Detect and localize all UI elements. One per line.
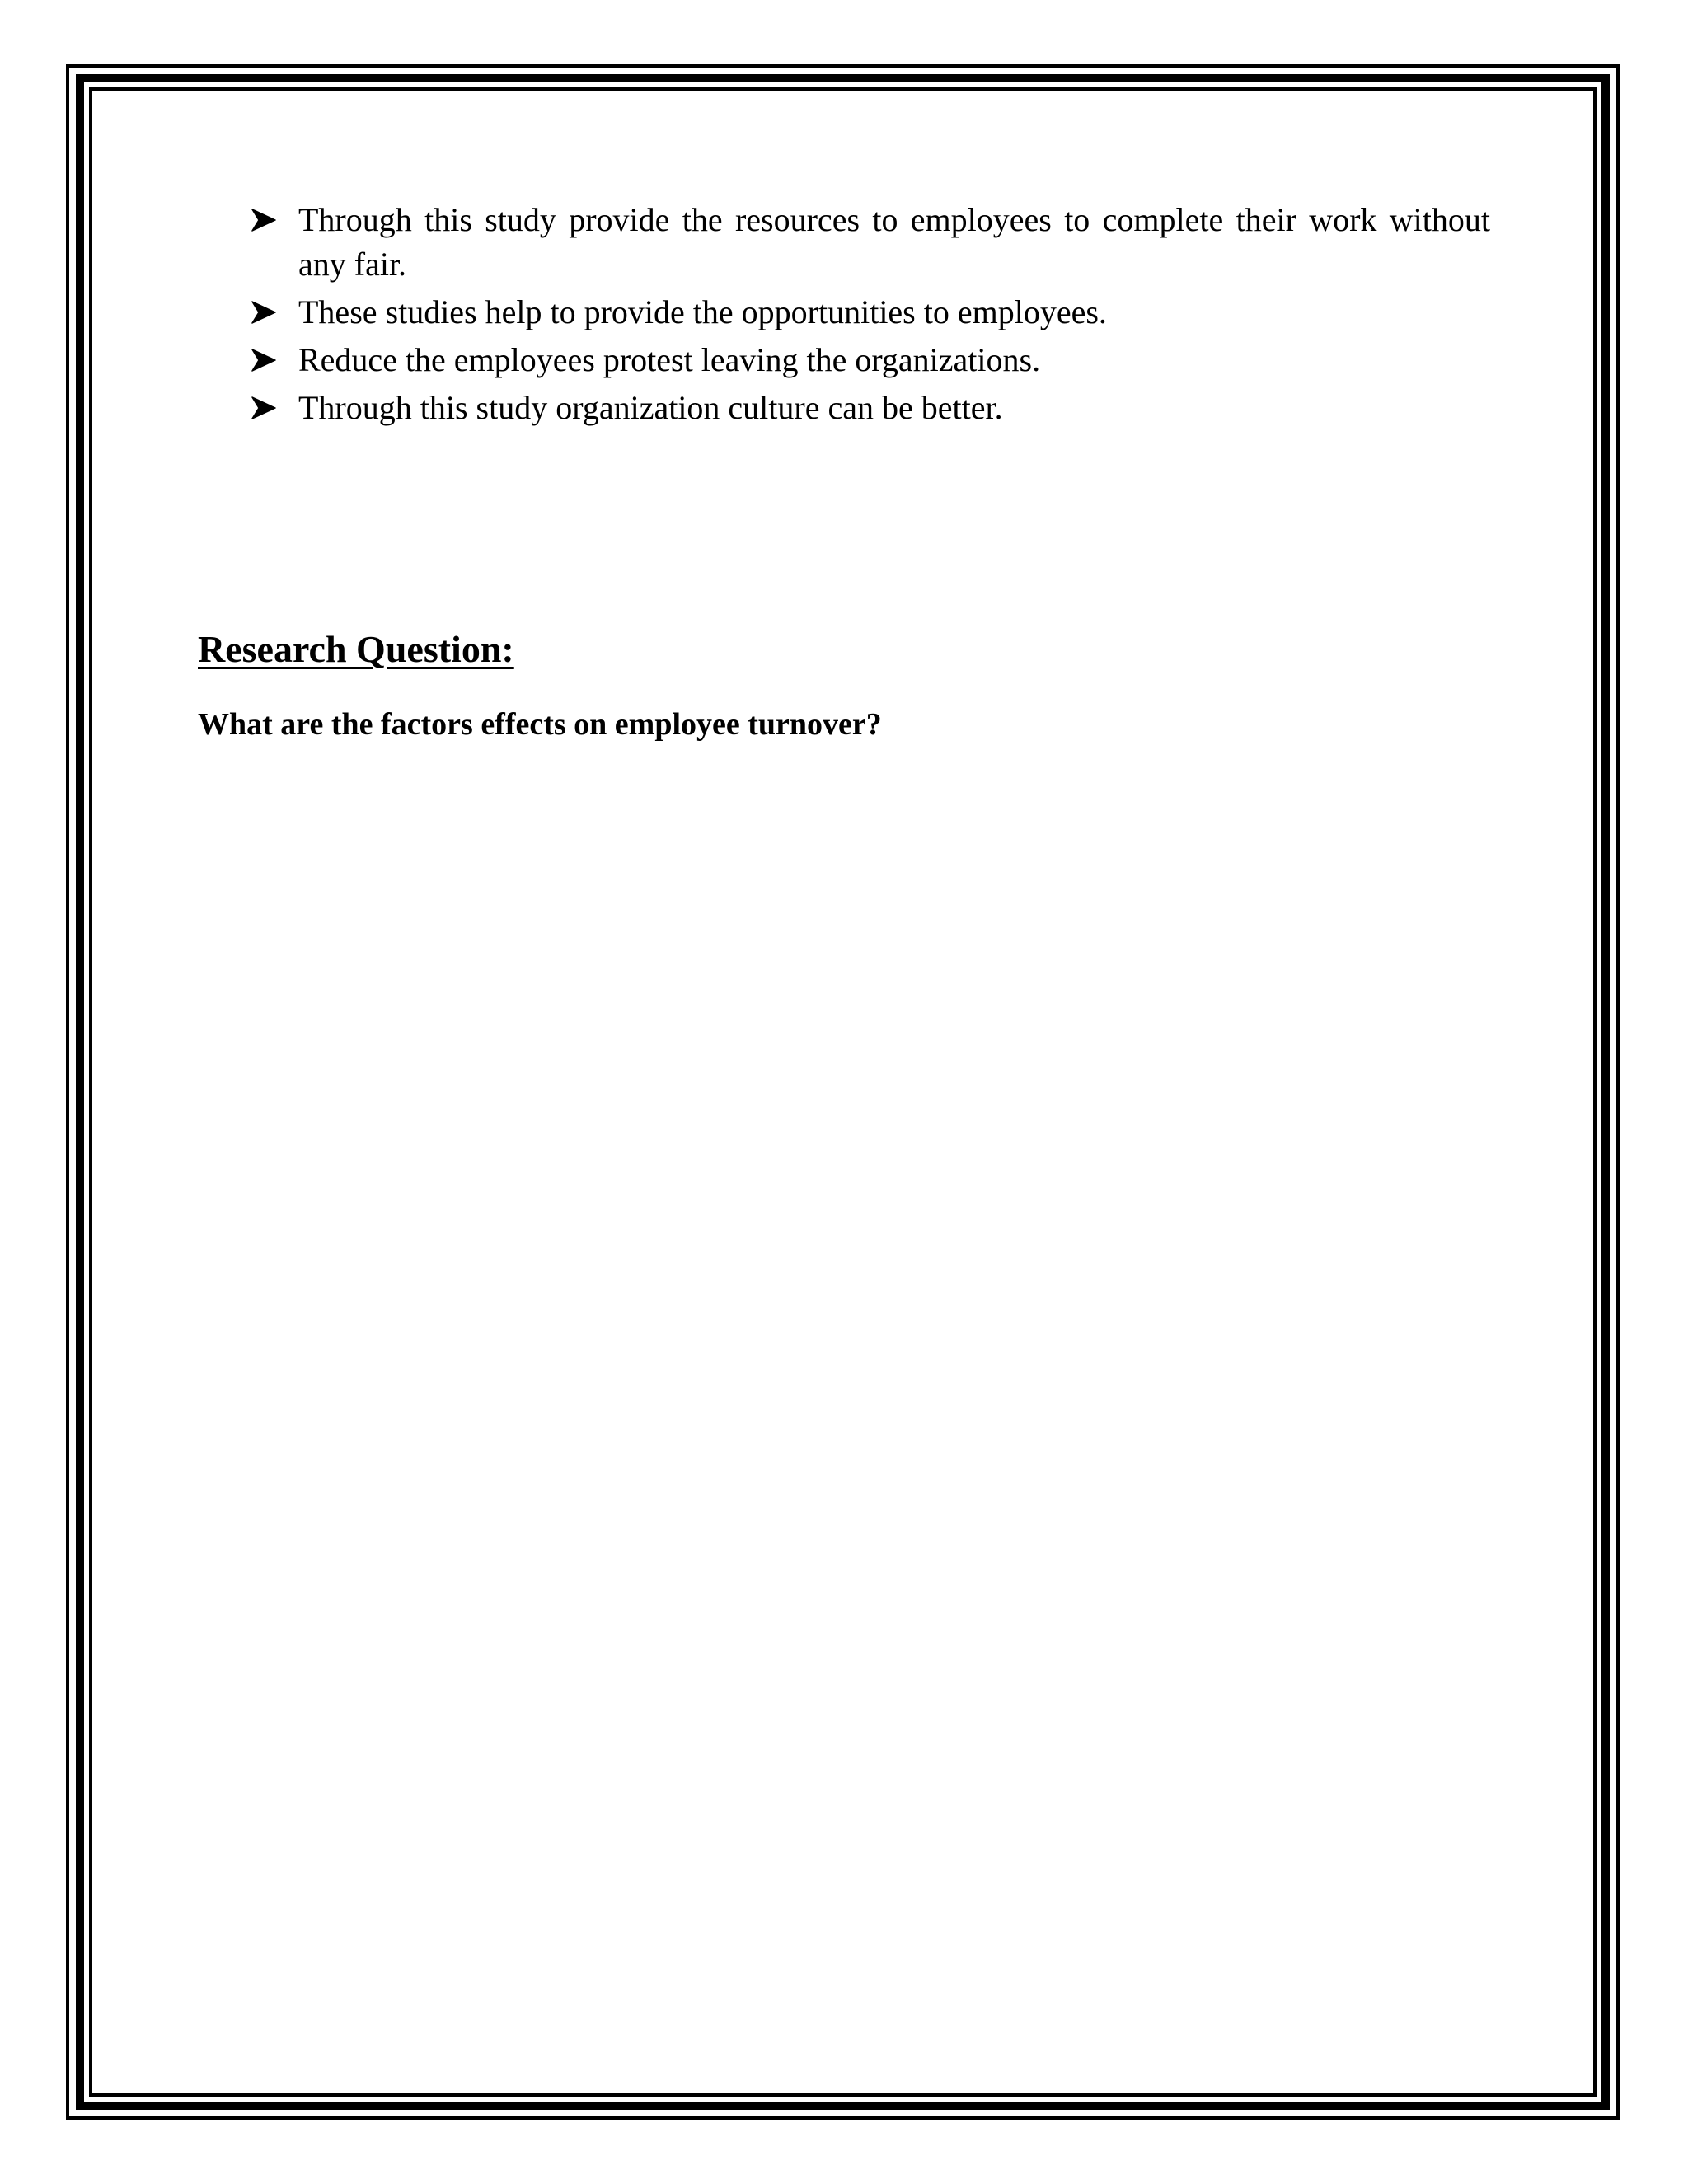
list-item-text: Through this study organization culture can be better. (298, 389, 1003, 426)
section-heading: Research Question: (198, 628, 514, 670)
arrowhead-bullet-icon (251, 209, 277, 232)
arrowhead-bullet-icon (251, 301, 277, 324)
arrowhead-bullet-icon (251, 396, 277, 419)
list-item (247, 290, 1490, 335)
list-item-text: Through this study provide the resources to employees to complete their work without any fair. (298, 201, 1490, 283)
arrowhead-bullet-icon (251, 349, 277, 372)
bullet-list (247, 198, 1490, 434)
list-item-text: These studies help to provide the opportunities to employees. (298, 293, 1107, 330)
list-item (247, 198, 1490, 287)
list-item (247, 338, 1490, 382)
list-item-text: Reduce the employees protest leaving the organizations. (298, 341, 1041, 378)
research-question: What are the factors effects on employee turnover? (198, 707, 882, 742)
list-item (247, 386, 1490, 430)
